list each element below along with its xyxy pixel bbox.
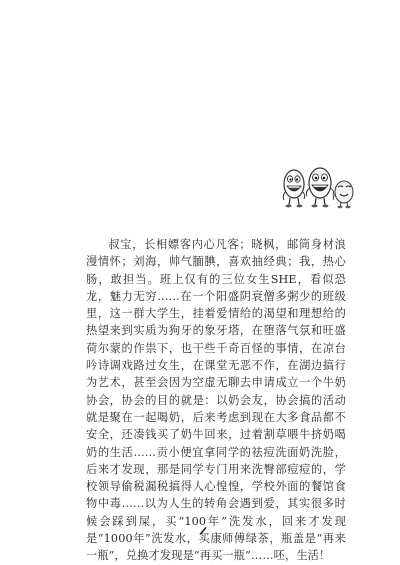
- slash-mark-icon: [199, 527, 207, 535]
- three-cartoon-egg-characters-icon: [280, 156, 358, 212]
- middle-egg-character: [306, 168, 333, 207]
- right-egg-character: [333, 181, 353, 208]
- left-egg-character: [283, 170, 305, 207]
- egg-characters-illustration: [280, 156, 358, 212]
- body-paragraph: 叔宝，长相嫖客内心凡客；晓枫，邮筒身材浪漫情怀；刘海，帅气腼腆，喜欢抽经典；我，热心肠，敢担当。班上仅有的三位女生SHE，看似恐龙，魅力无穷……在一个阳盛阴衰僧多粥少的班级里，这一群大学生，挂着爱情给的渴望和理想给的热望来到实质为狗牙的象牙塔，在堕落气氛和旺盛荷尔蒙的作祟下，也干些千奇百怪的事情，在凉台吟诗调戏路过女生，在课堂无恶不作，在湖边搞行为艺术，甚至会因为空虚无聊去申请成立一个牛奶协会，协会的目的就是：以奶会友，协会搞的活动就是聚在一起喝奶，后来考虑到现在大多食品都不安全，还凑钱买了奶牛回来，过着割草喂牛挤奶喝奶的生活……贡小便宜拿同学的祛痘洗面奶洗脸，后来才发现，那是同学专门用来洗臀部痘痘的，学校领导偷税漏税搞得人心惶惶，学校外面的餐馆食物中毒……以为人生的转角会遇到爱，其实很多时候会踩到屎，买“100年”洗发水，回来才发现是“1000年”洗发水，买康师傅绿茶，瓶盖是“再来一瓶”，兑换才发现是“再买一瓶”……呸，生活！: [86, 238, 346, 563]
